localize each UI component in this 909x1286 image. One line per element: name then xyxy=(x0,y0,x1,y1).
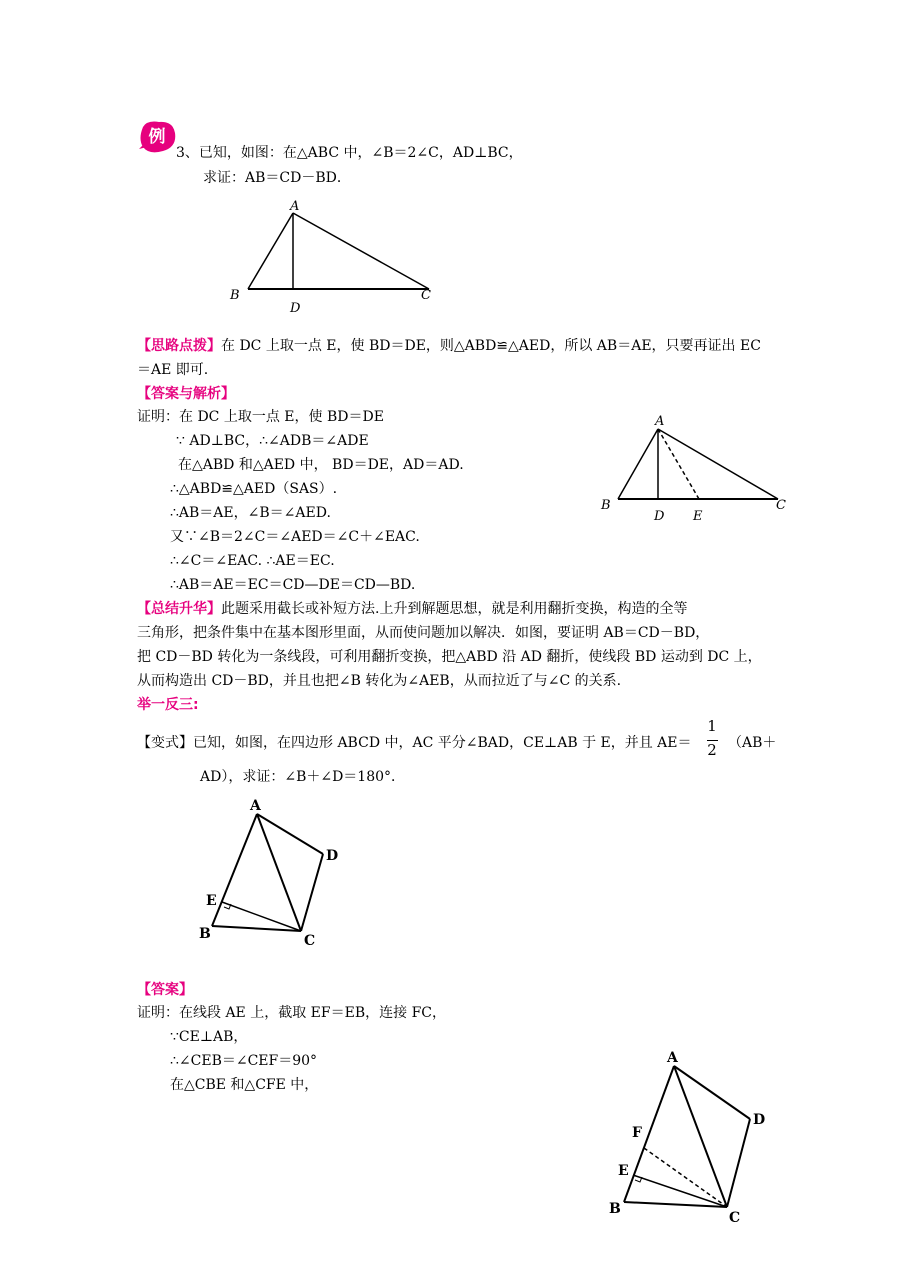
fig1-label-b: B xyxy=(230,288,240,303)
variant-line-1-suffix: （AB＋ xyxy=(728,735,777,751)
fig2-label-d: D xyxy=(654,509,665,524)
summary-line-1 xyxy=(137,599,687,619)
answer2-line-2: ∵CE⊥AB， xyxy=(170,1029,248,1045)
proof-line-3: 在△ABD 和△AED 中， BD＝DE，AD＝AD. xyxy=(178,457,464,473)
fig4-label-e: E xyxy=(618,1163,629,1179)
proof-line-1: 证明：在 DC 上取一点 E，使 BD＝DE xyxy=(137,409,384,425)
summary-line-2: 三角形，把条件集中在基本图形里面，从而使问题加以解决．如图，要证明 AB＝CD－BD， xyxy=(137,625,710,641)
proof-line-8: ∴AB＝AE＝EC＝CD—DE＝CD—BD. xyxy=(170,577,416,593)
answer-heading: 【答案与解析】 xyxy=(137,386,235,402)
variant-line-2: AD），求证：∠B＋∠D＝180°． xyxy=(200,769,406,785)
problem-line-2: 求证：AB＝CD－BD． xyxy=(203,170,351,186)
fig3-label-b: B xyxy=(199,926,211,942)
fig4-label-d: D xyxy=(753,1112,766,1128)
fig3-label-a: A xyxy=(250,798,261,814)
fig2-label-c: C xyxy=(776,498,786,513)
proof-line-7: ∴∠C＝∠EAC. ∴AE＝EC. xyxy=(170,553,335,569)
proof-line-4: ∴△ABD≌△AED（SAS）. xyxy=(170,481,338,497)
fig3-label-e: E xyxy=(206,893,217,909)
fig4-label-b: B xyxy=(609,1201,621,1217)
fraction-numerator: 1 xyxy=(707,717,717,735)
example-badge xyxy=(137,119,177,155)
answer2-line-3: ∴∠CEB＝∠CEF＝90° xyxy=(170,1053,318,1069)
fig4-label-a: A xyxy=(667,1050,678,1066)
problem-line-1: 3、已知，如图：在△ABC 中，∠B＝2∠C，AD⊥BC， xyxy=(176,145,523,161)
fig1-label-d: D xyxy=(290,301,301,316)
hint-heading: 【思路点拨】 xyxy=(137,338,221,354)
proof-line-5: ∴AB＝AE，∠B＝∠AED. xyxy=(170,505,331,521)
hint-text-1: 在 DC 上取一点 E，使 BD＝DE，则△ABD≌△AED，所以 AB＝AE，只要再证出 EC xyxy=(221,338,761,354)
fraction-denominator: 2 xyxy=(707,741,717,759)
proof-line-6: 又∵∠B＝2∠C＝∠AED＝∠C＋∠EAC. xyxy=(170,529,420,545)
answer2-heading: 【答案】 xyxy=(137,982,193,998)
fig3-label-d: D xyxy=(326,848,339,864)
summary-heading: 【总结升华】 xyxy=(137,601,221,617)
fig3-label-c: C xyxy=(304,933,316,949)
fig2-label-e: E xyxy=(693,509,703,524)
fig2-label-b: B xyxy=(601,498,611,513)
summary-text-1: 此题采用截长或补短方法.上升到解题思想，就是利用翻折变换，构造的全等 xyxy=(221,601,688,617)
proof-line-2: ∵ AD⊥BC，∴∠ADB＝∠ADE xyxy=(176,433,369,449)
answer2-line-4: 在△CBE 和△CFE 中， xyxy=(170,1077,319,1093)
figure-4-quadrilateral xyxy=(600,1040,780,1230)
summary-line-4: 从而构造出 CD－BD，并且也把∠B 转化为∠AEB，从而拉近了与∠C 的关系. xyxy=(137,673,622,689)
summary-line-3: 把 CD－BD 转化为一条线段，可利用翻折变换，把△ABD 沿 AD 翻折，使线段 BD 运动到 DC 上， xyxy=(137,649,762,665)
fig1-label-a: A xyxy=(290,199,300,214)
answer2-line-1: 证明：在线段 AE 上，截取 EF＝EB，连接 FC， xyxy=(137,1005,446,1021)
fig1-label-c: C xyxy=(421,288,431,303)
fig2-label-a: A xyxy=(655,414,665,429)
fig4-label-c: C xyxy=(729,1210,741,1226)
example-badge-label: 例 xyxy=(148,127,166,147)
fig4-label-f: F xyxy=(632,1125,642,1141)
variant-line-1-prefix: 【变式】已知，如图，在四边形 ABCD 中，AC 平分∠BAD，CE⊥AB 于 E，并且 AE＝ xyxy=(137,735,692,751)
variant-section-title: 举一反三: xyxy=(137,697,199,713)
hint-line-2: ＝AE 即可. xyxy=(137,362,209,378)
figure-2-triangle xyxy=(595,408,795,526)
figure-1-triangle xyxy=(220,195,450,320)
figure-3-quadrilateral xyxy=(195,790,355,955)
hint-line-1 xyxy=(137,336,761,356)
